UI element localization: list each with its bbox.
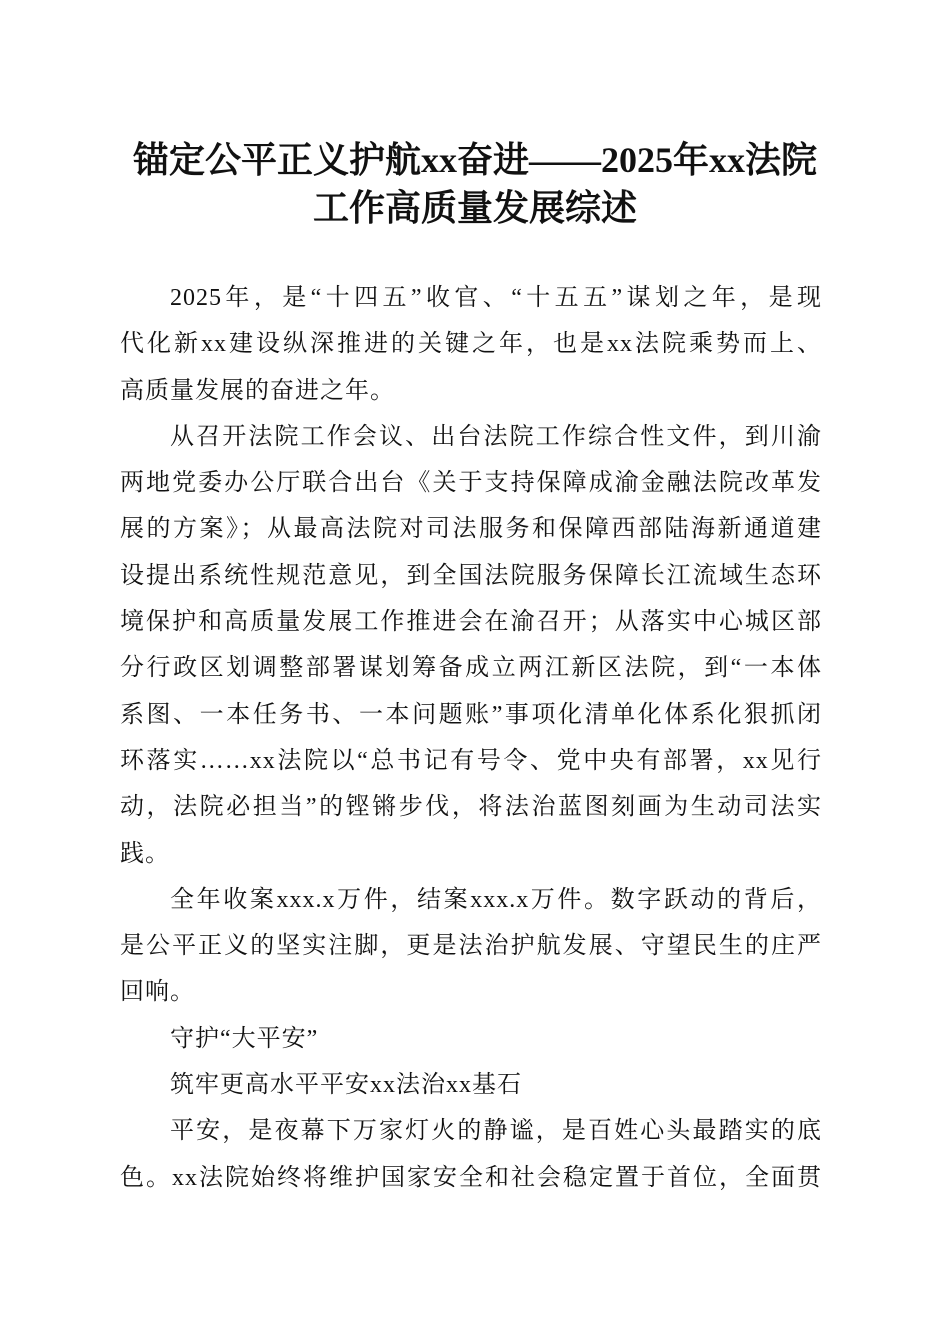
- paragraph-6-line: 色。xx法院始终将维护国家安全和社会稳定置于首位，全面贯: [120, 1164, 822, 1191]
- document-title-line-2: 工作高质量发展综述: [312, 188, 637, 228]
- paragraph-6-line: 平安，是夜幕下万家灯火的静谧，是百姓心头最踏实的底: [170, 1118, 822, 1145]
- paragraph-2-line: 环落实……xx法院以“总书记有号令、党中央有部署，xx见行: [120, 747, 822, 774]
- document-body: [120, 275, 822, 1201]
- paragraph-2-line: 践。: [120, 840, 170, 867]
- paragraph-3-line: 回响。: [120, 979, 195, 1006]
- paragraph-2-line: 设提出系统性规范意见，到全国法院服务保障长江流域生态环: [120, 562, 822, 589]
- paragraph-2-line: 分行政区划调整部署谋划筹备成立两江新区法院，到“一本体: [120, 655, 822, 682]
- paragraph-2-line: 动，法院必担当”的铿锵步伐，将法治蓝图刻画为生动司法实: [120, 794, 822, 821]
- paragraph-2-line: 系图、一本任务书、一本问题账”事项化清单化体系化狠抓闭: [120, 701, 822, 728]
- document-title-line-1: 锚定公平正义护航xx奋进——2025年xx法院: [132, 140, 817, 180]
- paragraph-2-line: 境保护和高质量发展工作推进会在渝召开；从落实中心城区部: [120, 609, 822, 636]
- paragraph-2-line: 两地党委办公厅联合出台《关于支持保障成渝金融法院改革发: [120, 470, 822, 497]
- paragraph-3-line: 是公平正义的坚实注脚，更是法治护航发展、守望民生的庄严: [120, 933, 822, 960]
- paragraph-1-line: 2025年，是“十四五”收官、“十五五”谋划之年，是现: [170, 285, 822, 311]
- paragraph-2-line: 展的方案》；从最高法院对司法服务和保障西部陆海新通道建: [120, 516, 822, 543]
- paragraph-3-line: 全年收案xxx.x万件，结案xxx.x万件。数字跃动的背后，: [170, 886, 822, 913]
- paragraph-4-line: 守护“大平安”: [170, 1025, 319, 1052]
- paragraph-2-line: 从召开法院工作会议、出台法院工作综合性文件，到川渝: [170, 423, 822, 450]
- paragraph-5-line: 筑牢更高水平平安xx法治xx基石: [170, 1072, 522, 1099]
- paragraph-1-line: 高质量发展的奋进之年。: [120, 377, 395, 404]
- paragraph-1-line: 代化新xx建设纵深推进的关键之年，也是xx法院乘势而上、: [120, 331, 822, 358]
